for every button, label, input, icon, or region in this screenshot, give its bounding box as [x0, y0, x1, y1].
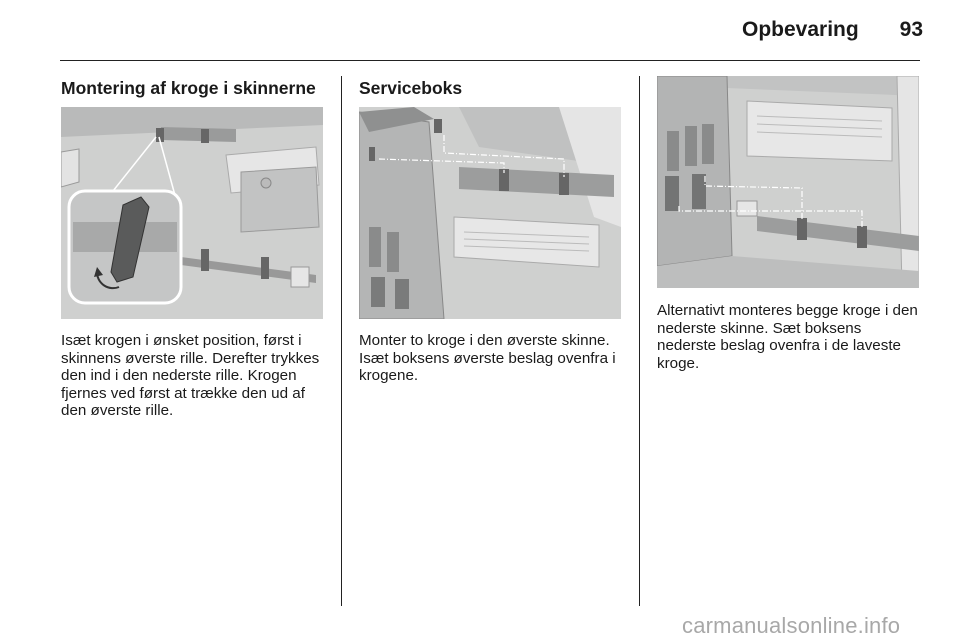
service-box-lower-rail-illustration: [657, 76, 919, 288]
column-divider-1: [341, 76, 342, 606]
section-title: Serviceboks: [359, 78, 463, 98]
section-paragraph: Monter to kroge i den øverste skinne. Isæt boksens øverste beslag ovenfra i krogene.: [359, 332, 616, 385]
column-divider-2: [639, 76, 640, 606]
hook-rail-illustration: [61, 107, 323, 319]
section-paragraph: Isæt krogen i ønsket position, først i skinnens øverste rille. Derefter trykkes den ind i den nederste rille. Krogen fjernes ved først at trække den ud af den øverste rille.: [61, 332, 320, 420]
section-title: Montering af kroge i skinnerne: [61, 78, 316, 98]
page-number: 93: [899, 18, 923, 41]
header-title: Opbevaring: [742, 18, 859, 41]
section-paragraph: Alternativt monteres begge kroge i den nederste skinne. Sæt boksens nederste beslag ovenfra i de laveste kroge.: [657, 302, 918, 372]
footer-watermark[interactable]: carmanualsonline.info: [682, 613, 901, 638]
service-box-upper-rail-illustration: [359, 107, 621, 319]
header-rule: [60, 60, 920, 61]
